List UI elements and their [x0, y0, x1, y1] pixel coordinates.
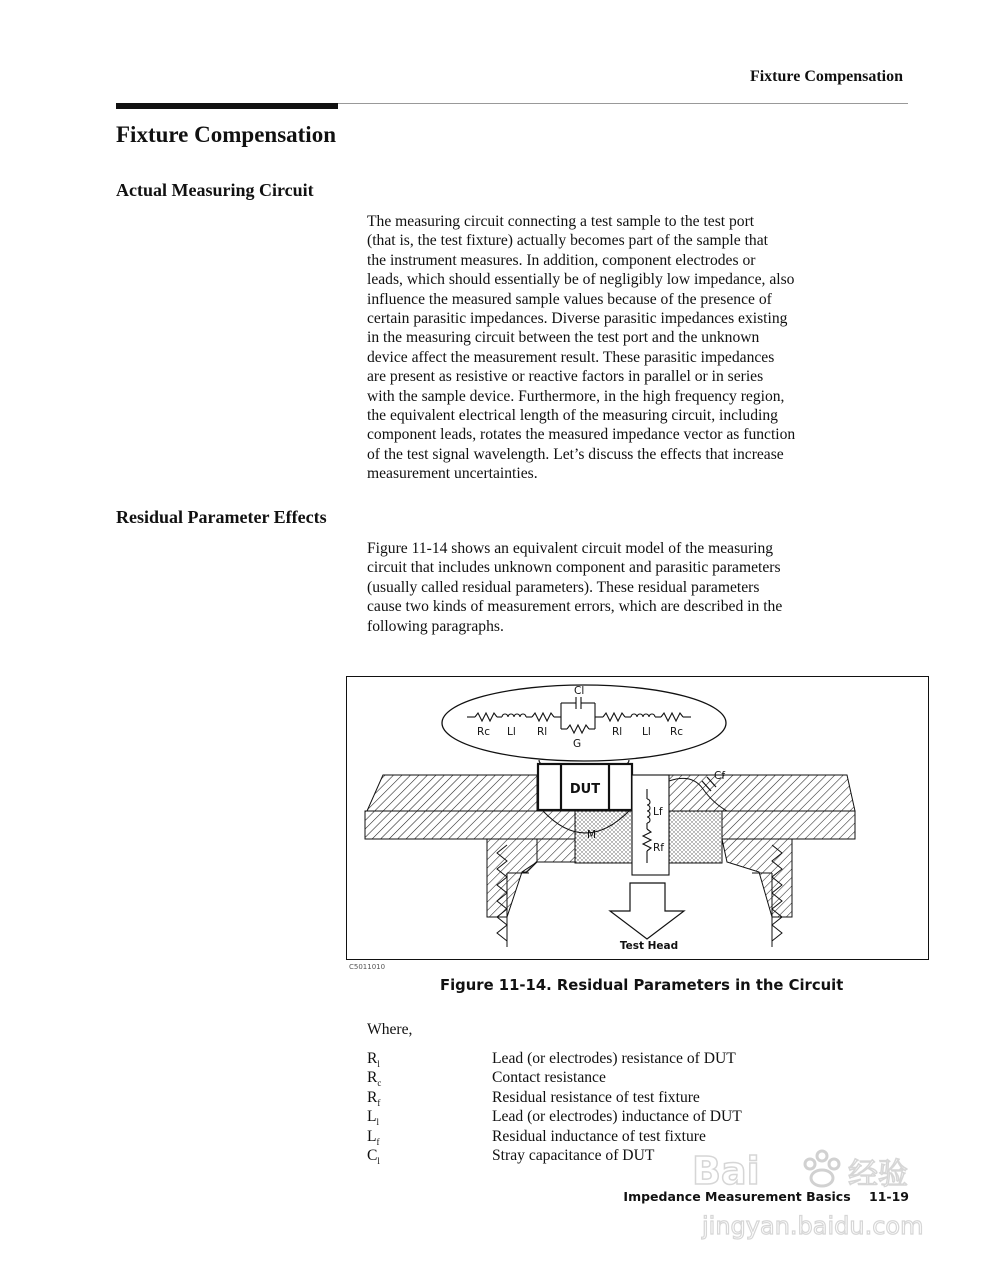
text-line: leads, which should essentially be of negligibly low impedance, also: [367, 271, 795, 289]
definition-text: Residual inductance of test fixture: [492, 1127, 706, 1145]
label-ll-left: Ll: [507, 726, 516, 738]
definition-symbol: $R_c$: [367, 1069, 382, 1089]
label-rf: Rf: [653, 842, 664, 854]
text-line: influence the measured sample values because of the presence of: [367, 290, 772, 308]
definition-row: [367, 1107, 887, 1126]
definition-text: Lead (or electrodes) inductance of DUT: [492, 1108, 742, 1126]
footer-book-title: Impedance Measurement Basics: [623, 1189, 851, 1204]
definition-text: Contact resistance: [492, 1069, 606, 1087]
definition-text: Lead (or electrodes) resistance of DUT: [492, 1050, 736, 1067]
figure-residual-parameters: [346, 676, 929, 960]
equivalent-circuit-labels: [477, 685, 683, 750]
text-line: of the test signal wavelength. Let’s discuss the effects that increase: [367, 445, 784, 463]
text-line: measurement uncertainties.: [367, 465, 538, 483]
page-number: 11-19: [869, 1189, 909, 1204]
text-line: Figure 11-14 shows an equivalent circuit model of the measuring: [367, 540, 774, 557]
label-ll-right: Ll: [642, 726, 651, 738]
label-rc-right: Rc: [670, 726, 684, 738]
header-rule-bar: [116, 103, 338, 109]
text-line: (that is, the test fixture) actually becomes part of the sample that: [367, 232, 768, 250]
definition-symbol: $R_l$: [367, 1050, 380, 1070]
page-title: Fixture Compensation: [116, 122, 336, 147]
equivalent-circuit: [467, 697, 691, 733]
definition-symbol: $R_f$: [367, 1088, 381, 1108]
text-line: are present as resistive or reactive factors in parallel or in series: [367, 368, 764, 386]
text-line: the instrument measures. In addition, component electrodes or: [367, 251, 756, 269]
running-header: Fixture Compensation: [749, 68, 903, 85]
dut-component: [538, 764, 632, 810]
label-cl: Cl: [574, 685, 585, 697]
definition-row: [367, 1068, 887, 1087]
label-dut: DUT: [569, 782, 601, 797]
definition-row: [367, 1088, 887, 1107]
label-rl-left: Rl: [537, 726, 548, 738]
label-rl-right: Rl: [612, 726, 623, 738]
text-line: device affect the measurement result. These parasitic impedances: [367, 348, 775, 366]
text-line: with the sample device. Furthermore, in the high frequency region,: [367, 387, 785, 405]
test-head-arrow: [610, 883, 684, 939]
definition-text: Stray capacitance of DUT: [492, 1146, 655, 1164]
definition-symbol: $C_l$: [367, 1146, 380, 1167]
section-body-residual-parameter-effects: [367, 539, 907, 636]
page-footer: [623, 1189, 909, 1204]
label-g: G: [573, 738, 582, 750]
text-line: component leads, rotates the measured impedance vector as function: [367, 426, 796, 444]
where-label: Where,: [367, 1021, 413, 1038]
center-conductor: [632, 775, 669, 875]
section-body-actual-measuring-circuit: [367, 212, 907, 484]
label-test-head: Test Head: [619, 940, 679, 952]
text-line: The measuring circuit connecting a test sample to the test port: [367, 213, 755, 230]
label-m: M: [587, 829, 597, 841]
definition-symbol: $L_f$: [367, 1127, 380, 1147]
label-rc-left: Rc: [477, 726, 491, 738]
text-line: the equivalent electrical length of the measuring circuit, including: [367, 407, 778, 425]
figure-id-code: C5011010: [349, 963, 386, 971]
svg-text:Bai: Bai: [692, 1149, 760, 1193]
label-cf: Cf: [714, 770, 726, 782]
label-lf: Lf: [653, 806, 663, 818]
text-line: (usually called residual parameters). These residual parameters: [367, 578, 760, 596]
section-heading-residual-parameter-effects: Residual Parameter Effects: [116, 507, 327, 527]
text-line: certain parasitic impedances. Diverse parasitic impedances existing: [367, 310, 788, 328]
definition-text: Residual resistance of test fixture: [492, 1088, 700, 1106]
figure-caption: Figure 11-14. Residual Parameters in the Circuit: [440, 977, 844, 994]
definition-row: [367, 1049, 887, 1068]
text-line: in the measuring circuit between the test port and the unknown: [367, 329, 760, 347]
section-heading-actual-measuring-circuit: Actual Measuring Circuit: [116, 180, 314, 200]
svg-text:经验: 经验: [848, 1157, 908, 1192]
text-line: circuit that includes unknown component and parasitic parameters: [367, 559, 781, 577]
definition-symbol: $L_l$: [367, 1108, 380, 1128]
svg-text:jingyan.baidu.com: jingyan.baidu.com: [702, 1212, 924, 1240]
text-line: cause two kinds of measurement errors, which are described in the: [367, 598, 783, 616]
text-line: following paragraphs.: [367, 617, 504, 635]
circuit-diagram: [347, 677, 927, 958]
